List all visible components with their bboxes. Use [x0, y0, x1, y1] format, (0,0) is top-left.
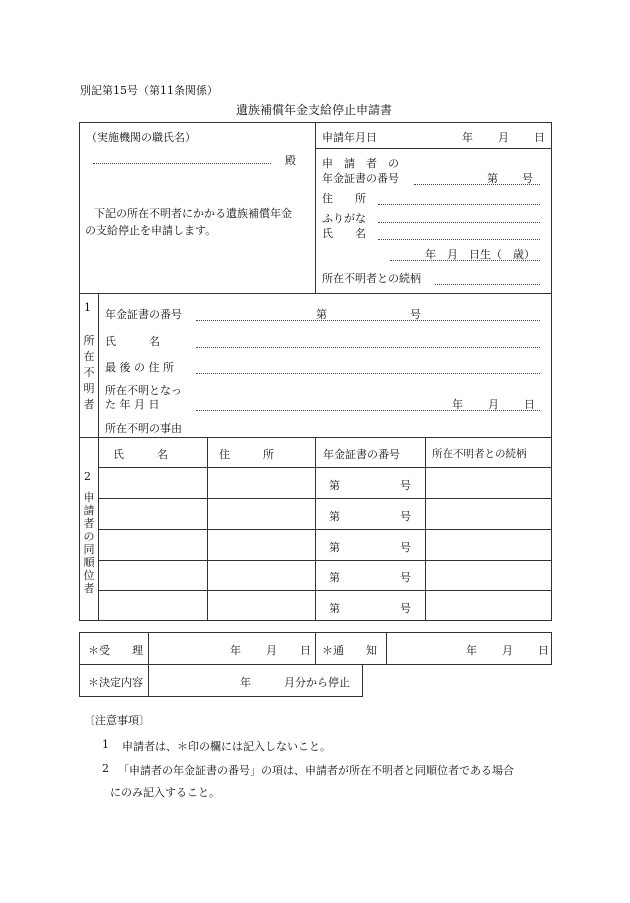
missing-name-label: 氏 名	[105, 335, 160, 348]
missing-date-label-line1: 所在不明となっ	[105, 384, 182, 397]
form-title: 遺族補償年金支給停止申請書	[236, 103, 393, 117]
section2-vertical-label: 申 請 者 の 同 順 位 者	[83, 491, 95, 595]
row4-go: 号	[400, 571, 411, 584]
row3-dai: 第	[329, 541, 340, 554]
row5-go: 号	[400, 602, 411, 615]
missing-cert-field[interactable]	[196, 320, 540, 321]
form-reference: 別記第15号（第11条関係）	[80, 84, 218, 97]
row3-go: 号	[400, 541, 411, 554]
missing-date-month: 月	[488, 398, 499, 411]
missing-date-year: 年	[452, 398, 463, 411]
row4-dai: 第	[329, 571, 340, 584]
note2-text-line2: にのみ記入すること。	[110, 786, 220, 799]
missing-date-day: 日	[524, 398, 535, 411]
applicant-cert-label-line2: 年金証書の番号	[322, 172, 399, 185]
notice-label: ＊通 知	[322, 644, 377, 657]
row1-dai: 第	[329, 479, 340, 492]
missing-cert-go: 号	[410, 308, 421, 321]
missing-name-field[interactable]	[196, 347, 540, 348]
col-header-name: 氏 名	[113, 448, 168, 461]
applicant-cert-go: 号	[522, 172, 533, 185]
last-address-label: 最 後 の 住 所	[105, 361, 174, 374]
notice-month: 月	[502, 644, 513, 657]
application-date-year[interactable]: 年	[462, 131, 473, 144]
application-date-day[interactable]: 日	[534, 131, 545, 144]
relation-label: 所在不明者との続柄	[322, 272, 421, 285]
section2-number: 2	[84, 470, 91, 483]
birth-date-field[interactable]	[390, 260, 540, 261]
applicant-cert-dai: 第	[487, 172, 498, 185]
receipt-month: 月	[266, 644, 277, 657]
note2-text-line1: 「申請者の年金証書の番号」の項は、申請者が所在不明者と同順位者である場合	[118, 764, 514, 777]
note2-number: 2	[102, 762, 109, 775]
relation-field[interactable]	[435, 284, 540, 285]
request-text-line2: の支給停止を申請します。	[85, 224, 217, 237]
notes-title: 〔注意事項〕	[84, 714, 150, 727]
receipt-year: 年	[230, 644, 241, 657]
applicant-address-field[interactable]	[378, 204, 540, 205]
agency-name-field[interactable]	[93, 163, 271, 164]
receipt-label: ＊受 理	[88, 644, 143, 657]
section1-vertical-label: 所 在 不 明 者	[83, 334, 95, 411]
col-header-address: 住 所	[219, 448, 274, 461]
section1-number: 1	[84, 301, 91, 314]
missing-cert-label: 年金証書の番号	[105, 308, 182, 321]
row2-go: 号	[400, 510, 411, 523]
applicant-name-label: 氏 名	[322, 227, 366, 240]
missing-reason-label: 所在不明の事由	[105, 422, 182, 435]
applicant-cert-label-line1: 申 請 者 の	[322, 157, 399, 170]
col-header-cert: 年金証書の番号	[323, 448, 400, 461]
applicant-address-label: 住 所	[322, 192, 366, 205]
missing-cert-dai: 第	[316, 308, 327, 321]
missing-date-label-line2: た 年 月 日	[105, 398, 160, 411]
agency-label: （実施機関の職氏名）	[86, 131, 196, 144]
furigana-label: ふりがな	[322, 212, 366, 225]
col-header-relation: 所在不明者との続柄	[432, 448, 527, 460]
note1-text: 申請者は、＊印の欄には記入しないこと。	[122, 740, 331, 753]
decision-value: 年 月分から停止	[240, 676, 350, 689]
notice-day: 日	[538, 644, 549, 657]
birth-date-line[interactable]: 年 月 日生（ 歳）	[425, 248, 535, 261]
row1-go: 号	[400, 479, 411, 492]
row2-dai: 第	[329, 510, 340, 523]
furigana-field[interactable]	[378, 222, 540, 223]
last-address-field[interactable]	[196, 373, 540, 374]
request-text-line1: 下記の所在不明者にかかる遺族補償年金	[94, 207, 292, 220]
honorific: 殿	[285, 154, 296, 167]
decision-label: ＊決定内容	[88, 676, 143, 689]
applicant-name-field[interactable]	[378, 239, 540, 240]
receipt-day: 日	[300, 644, 311, 657]
notice-year: 年	[466, 644, 477, 657]
application-date-month[interactable]: 月	[498, 131, 509, 144]
row5-dai: 第	[329, 602, 340, 615]
note1-number: 1	[102, 738, 109, 751]
application-date-label: 申請年月日	[322, 131, 377, 144]
